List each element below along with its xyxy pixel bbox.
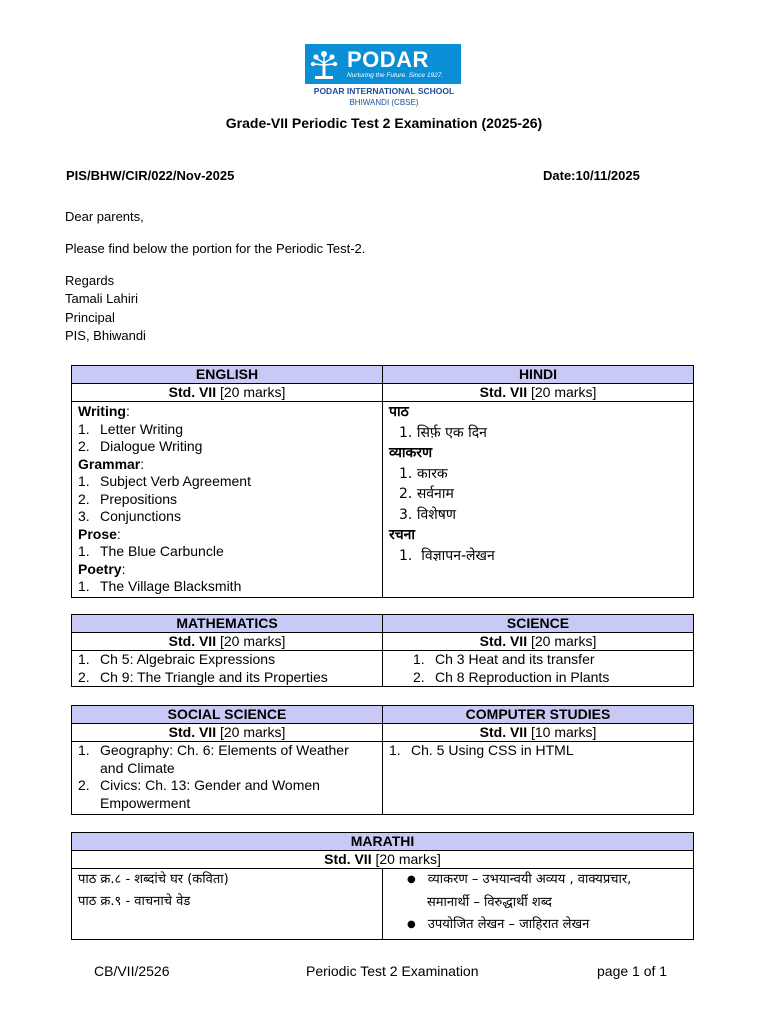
hindi-std: Std. VII [20 marks] [383,384,694,402]
computer-syllabus: 1. Ch. 5 Using CSS in HTML [383,742,694,815]
hindi-heading: HINDI [383,366,694,384]
english-std: Std. VII [20 marks] [72,384,383,402]
marathi-std: Std. VII [20 marks] [72,851,694,869]
footer-page-number: page 1 of 1 [597,963,668,979]
school-logo [305,44,461,84]
organization: PIS, Bhiwandi [65,328,146,343]
science-syllabus: 1. Ch 3 Heat and its transfer 2. Ch 8 Reproduction in Plants [383,651,694,687]
science-std: Std. VII [20 marks] [383,633,694,651]
marathi-lessons: पाठ क्र.८ - शब्दांचे घर (कविता) पाठ क्र.९ - वाचनाचे वेड [72,869,383,940]
computer-heading: COMPUTER STUDIES [383,706,694,724]
science-heading: SCIENCE [383,615,694,633]
salutation: Dear parents, [65,209,144,224]
signatory: Tamali Lahiri [65,291,138,306]
mathematics-std: Std. VII [20 marks] [72,633,383,651]
reference-number: PIS/BHW/CIR/022/Nov-2025 [66,168,235,183]
computer-std: Std. VII [10 marks] [383,724,694,742]
social-science-heading: SOCIAL SCIENCE [72,706,383,724]
logo-tagline: Nurturing the Future. Since 1927. [347,71,444,79]
letter-body: Please find below the portion for the Periodic Test-2. [65,241,366,256]
footer-title: Periodic Test 2 Examination [306,963,479,979]
english-heading: ENGLISH [72,366,383,384]
school-name: PODAR INTERNATIONAL SCHOOL [313,86,455,96]
maths-science-table [71,614,694,687]
hindi-syllabus: पाठ 1. सिर्फ़ एक दिन व्याकरण 1. कारक 2. सर्वनाम 3. विशेषण रचना 1. विज्ञापन-लेखन [383,402,694,598]
english-hindi-table [71,365,694,598]
school-branch: BHIWANDI (CBSE) [349,98,419,107]
circular-date: Date:10/11/2025 [543,168,640,183]
social-science-std: Std. VII [20 marks] [72,724,383,742]
designation: Principal [65,310,115,325]
marathi-grammar: ● व्याकरण – उभयान्वयी अव्यय , वाक्यप्रचार, समानार्थी – विरुद्धार्थी शब्द ● उपयोजित लेखन – जाहिरात लेखन [383,869,694,940]
mathematics-heading: MATHEMATICS [72,615,383,633]
closing: Regards [65,273,115,288]
social-science-syllabus: 1. Geography: Ch. 6: Elements of Weather and Climate 2. Civics: Ch. 13: Gender and Women Empowerment [72,742,383,815]
footer-code: CB/VII/2526 [94,963,170,979]
mathematics-syllabus: 1. Ch 5: Algebraic Expressions 2. Ch 9: The Triangle and its Properties [72,651,383,687]
socialscience-computer-table [71,705,694,815]
english-syllabus: Writing: 1. Letter Writing 2. Dialogue Writing Grammar: 1. Subject Verb Agreement 2. Prepositions 3. Conjunctions Prose: 1. The Blue Carbuncle Poetry: 1. The Village Blacksmith [72,402,383,598]
tree-icon [305,44,343,84]
logo-name: PODAR [347,46,429,72]
marathi-table [71,832,694,940]
page-title: Grade-VII Periodic Test 2 Examination (2025-26) [225,115,543,131]
marathi-heading: MARATHI [72,833,694,851]
